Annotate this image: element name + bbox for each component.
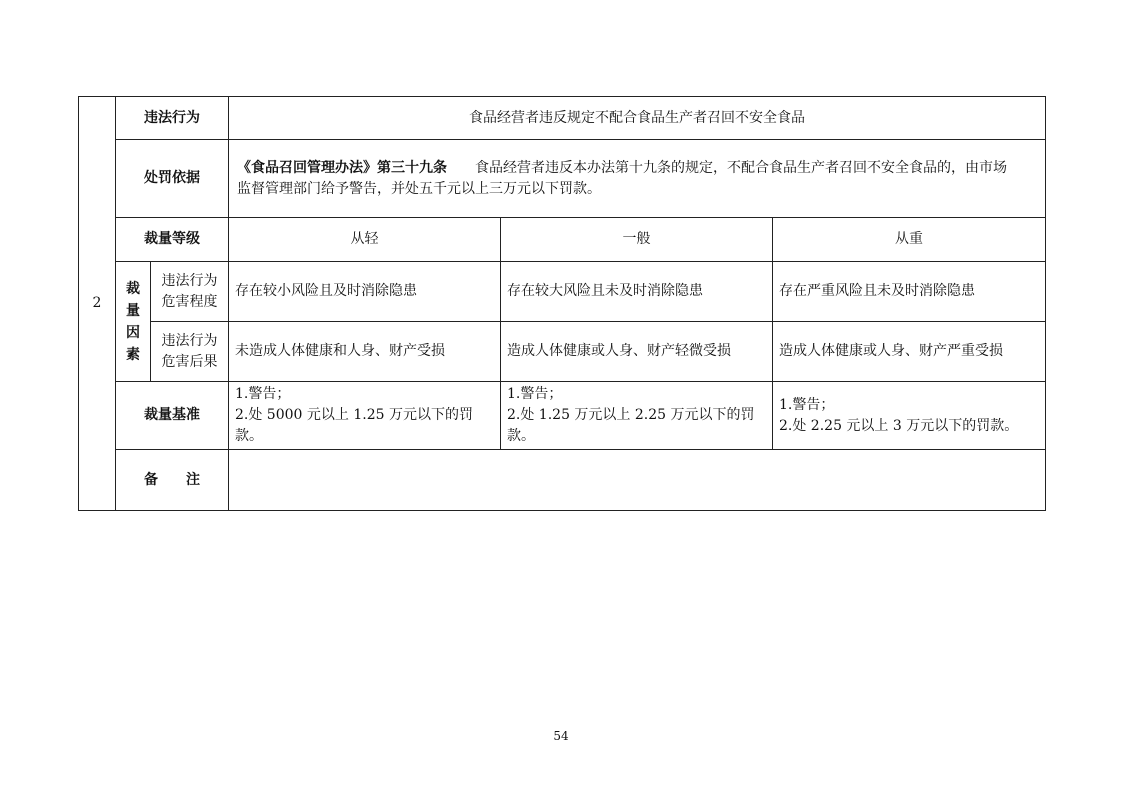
consequence-light: 未造成人体健康和人身、财产受损 bbox=[229, 322, 501, 382]
level-heavy: 从重 bbox=[773, 218, 1046, 262]
degree-normal: 存在较大风险且未及时消除隐患 bbox=[501, 262, 773, 322]
remarks-value bbox=[229, 450, 1046, 511]
level-light: 从轻 bbox=[229, 218, 501, 262]
degree-light: 存在较小风险且及时消除隐患 bbox=[229, 262, 501, 322]
basis-text-line1: 食品经营者违反本办法第十九条的规定，不配合食品生产者召回不安全食品的，由市场 bbox=[475, 159, 1007, 176]
standard-heavy: 1.警告； 2.处 2.25 元以上 3 万元以下的罚款。 bbox=[773, 382, 1046, 450]
penalty-discretion-table bbox=[78, 96, 1046, 511]
violation-label: 违法行为 bbox=[116, 97, 229, 140]
basis-value bbox=[229, 140, 1046, 218]
degree-heavy: 存在严重风险且未及时消除隐患 bbox=[773, 262, 1046, 322]
consequence-label: 违法行为 危害后果 bbox=[151, 322, 229, 382]
consequence-heavy: 造成人体健康或人身、财产严重受损 bbox=[773, 322, 1046, 382]
level-normal: 一般 bbox=[501, 218, 773, 262]
standard-label: 裁量基准 bbox=[116, 382, 229, 450]
violation-value: 食品经营者违反规定不配合食品生产者召回不安全食品 bbox=[229, 97, 1046, 140]
factors-label: 裁 量 因 素 bbox=[116, 262, 151, 382]
levels-label: 裁量等级 bbox=[116, 218, 229, 262]
degree-label: 违法行为 危害程度 bbox=[151, 262, 229, 322]
row-number: 2 bbox=[79, 97, 116, 511]
page-number: 54 bbox=[553, 729, 569, 743]
basis-law: 《食品召回管理办法》第三十九条 bbox=[237, 159, 447, 176]
standard-normal: 1.警告； 2.处 1.25 万元以上 2.25 万元以下的罚款。 bbox=[501, 382, 773, 450]
basis-label: 处罚依据 bbox=[116, 140, 229, 218]
remarks-label: 备 注 bbox=[116, 450, 229, 511]
basis-text-line2: 监督管理部门给予警告，并处五千元以上三万元以下罚款。 bbox=[237, 180, 601, 197]
consequence-normal: 造成人体健康或人身、财产轻微受损 bbox=[501, 322, 773, 382]
standard-light: 1.警告； 2.处 5000 元以上 1.25 万元以下的罚款。 bbox=[229, 382, 501, 450]
